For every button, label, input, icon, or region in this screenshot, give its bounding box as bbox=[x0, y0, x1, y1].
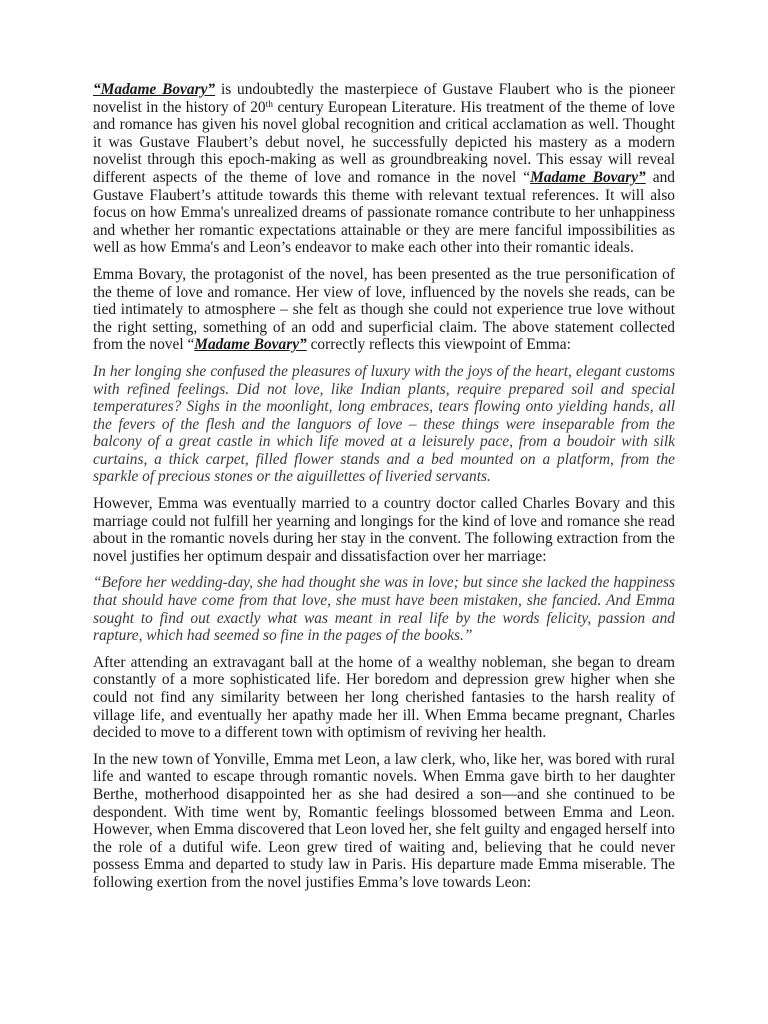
protagonist-paragraph bbox=[93, 266, 675, 354]
intro-text-a: is undoubtedly the masterpiece of Gustave Flaubert who is the pioneer novelist in the history of 20 bbox=[93, 81, 676, 116]
protagonist-text-b: correctly reflects this viewpoint of Emma: bbox=[306, 336, 571, 354]
novel-title-reference: “Madame Bovary” bbox=[93, 81, 216, 98]
intro-paragraph bbox=[93, 81, 675, 257]
intro-text-b: century European Literature. His treatment of the theme of love and romance has given his novel global recognition and critical acclamation as well. Thought it was Gustave Flaubert’s debut novel, he successfully depicted his mastery as a modern novelist through this epoch-making as well as groundbreaking novel. This essay will reveal different aspects of the theme of love and romance in the novel “ bbox=[93, 98, 675, 186]
ordinal-suffix: th bbox=[265, 99, 274, 110]
ball-paragraph: After attending an extravagant ball at the home of a wealthy nobleman, she began to dream constantly of a more sophisticated life. Her boredom and depression grew higher when she could not find any similarity between her long cherished fantasies to the harsh reality of village life, and eventually her apathy made her ill. When Emma became pregnant, Charles decided to move to a different town with optimism of reviving her health. bbox=[93, 653, 675, 742]
novel-title-reference-2: Madame Bovary” bbox=[530, 168, 646, 186]
protagonist-text-a: Emma Bovary, the protagonist of the novel, has been presented as the true personification of the theme of love and romance. Her view of love, influenced by the novels she reads, can be tied intimately to atmosphere – she felt as though she could not experience true love without the right setting, something of an odd and superficial claim. The above statement collected from the novel “ bbox=[93, 265, 675, 354]
block-quote-luxury: In her longing she confused the pleasures of luxury with the joys of the heart, elegant customs with refined feelings. Did not love, like Indian plants, require prepared soil and special temperatures? Sighs in the moonlight, long embraces, tears flowing onto yielding hands, all the fevers of the flesh and the languors of love – these things were inseparable from the balcony of a great castle in which life moved at a leisurely pace, from a boudoir with silk curtains, a thick carpet, filled flower stands and a bed mounted on a platform, from the sparkle of precious stones or the aiguillettes of liveried servants. bbox=[93, 362, 675, 486]
yonville-paragraph: In the new town of Yonville, Emma met Leon, a law clerk, who, like her, was bored with rural life and wanted to escape through romantic novels. When Emma gave birth to her daughter Berthe, motherhood disappointed her as she had desired a son—and she continued to be despondent. With time went by, Romantic feelings blossomed between Emma and Leon. However, when Emma discovered that Leon loved her, she felt guilty and engaged herself into the role of a dutiful wife. Leon grew tired of waiting and, believing that he could never possess Emma and departed to study law in Paris. His departure made Emma miserable. The following exertion from the novel justifies Emma’s love towards Leon: bbox=[93, 750, 675, 891]
intro-text-c: and Gustave Flaubert’s attitude towards this theme with relevant textual references. It will also focus on how Emma's unrealized dreams of passionate romance contribute to her unhappiness and whether her romantic expectations attainable or they are mere fanciful impossibilities as well as how Emma's and Leon’s endeavor to make each other into their romantic ideals. bbox=[93, 168, 675, 257]
block-quote-wedding: “Before her wedding-day, she had thought she was in love; but since she lacked the happiness that should have come from that love, she must have been mistaken, she fancied. And Emma sought to find out exactly what was meant in real life by the words felicity, passion and rapture, which had seemed so fine in the pages of the books.” bbox=[93, 574, 675, 645]
marriage-paragraph: However, Emma was eventually married to a country doctor called Charles Bovary and this marriage could not fulfill her yearning and longings for the kind of love and romance she read about in the romantic novels during her stay in the convent. The following extraction from the novel justifies her optimum despair and dissatisfaction over her marriage: bbox=[93, 495, 675, 565]
novel-title-reference-3: Madame Bovary” bbox=[194, 336, 307, 354]
document-page bbox=[93, 81, 675, 892]
